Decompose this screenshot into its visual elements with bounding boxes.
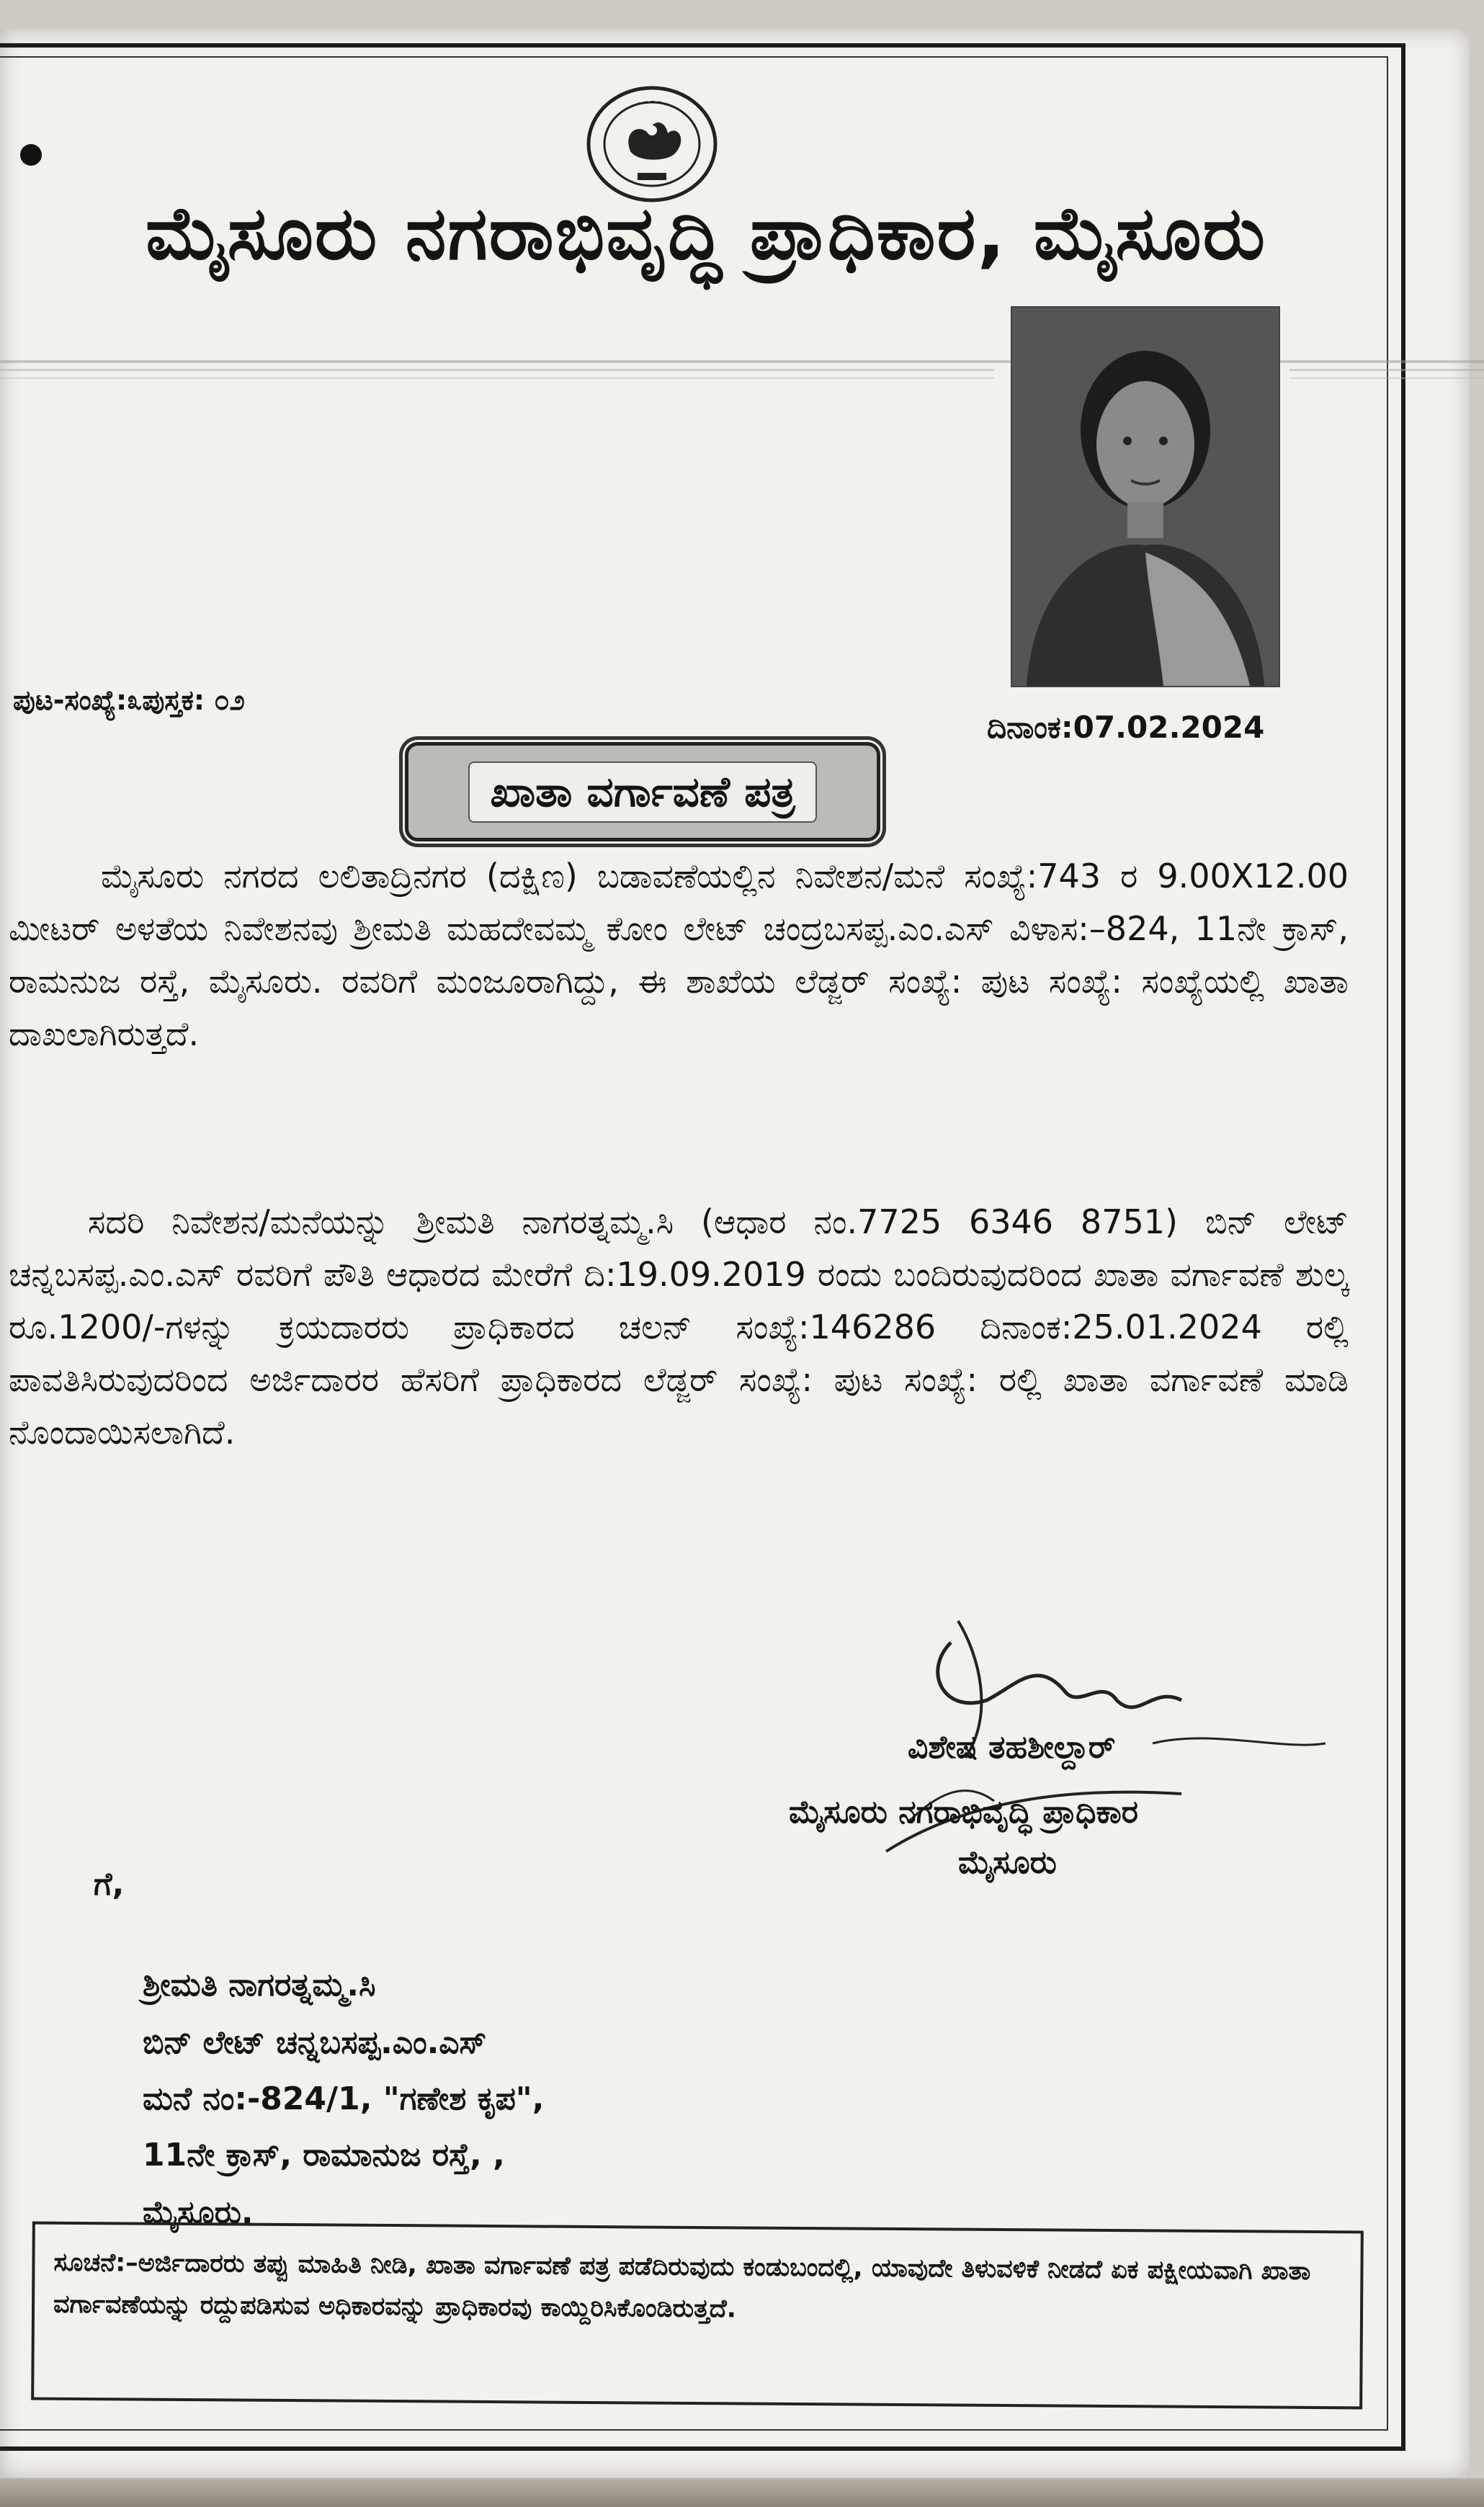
notice-text: ಸೂಚನೆ:–ಅರ್ಜಿದಾರರು ತಪ್ಪು ಮಾಹಿತಿ ನೀಡಿ, ಖಾತಾ ವರ್ಗಾವಣೆ ಪತ್ರ ಪಡೆದಿರುವುದು ಕಂಡುಬಂದಲ್ಲಿ, ಯಾವುದೇ ತಿಳುವಳಿಕೆ ನೀಡದೆ ಏಕ ಪಕ್ಷೀಯವಾಗಿ ಖಾತಾ ವರ್ಗಾವಣೆಯನ್ನು ರದ್ದುಪಡಿಸುವ ಅಧಿಕಾರವನ್ನು ಪ್ರಾಧಿಕಾರವು ಕಾಯ್ದಿರಿಸಿಕೊಂಡಿರುತ್ತದೆ.	[53, 2248, 1311, 2324]
authority-title: ಮೈಸೂರು ನಗರಾಭಿವೃದ್ಧಿ ಪ್ರಾಧಿಕಾರ, ಮೈಸೂರು	[145, 191, 1267, 277]
recipient-street: 11ನೇ ಕ್ರಾಸ್, ರಾಮಾನುಜ ರಸ್ತೆ, ,	[143, 2137, 505, 2173]
document-title-box	[405, 742, 880, 841]
scan-bottom-edge	[0, 2478, 1484, 2507]
recipient-house-no: ಮನೆ ನಂ:-824/1, "ಗಣೇಶ ಕೃಪ",	[143, 2081, 545, 2117]
signatory-city: ಮೈಸೂರು	[958, 1844, 1057, 1881]
punch-hole	[20, 144, 42, 166]
recipient-salutation: ಗೆ,	[94, 1866, 125, 1903]
applicant-photo	[1011, 306, 1280, 687]
signatory-office: ಮೈಸೂರು ನಗರಾಭಿವೃದ್ಧಿ ಪ್ರಾಧಿಕಾರ	[789, 1794, 1139, 1831]
authority-seal-emblem	[580, 83, 724, 205]
recipient-name: ಶ್ರೀಮತಿ ನಾಗರತ್ನಮ್ಮ.ಸಿ	[143, 1967, 376, 2003]
notice-box	[31, 2222, 1364, 2410]
body-paragraph-2: ಸದರಿ ನಿವೇಶನ/ಮನೆಯನ್ನು ಶ್ರೀಮತಿ ನಾಗರತ್ನಮ್ಮ.ಸಿ (ಆಧಾರ ನಂ.7725 6346 8751) ಬಿನ್ ಲೇಟ್ ಚನ್ನಬಸಪ್ಪ.ಎಂ.ಎಸ್ ರವರಿಗೆ ಪೌತಿ ಆಧಾರದ ಮೇರೆಗೆ ದಿ:19.09.2019 ರಂದು ಬಂದಿರುವುದರಿಂದ ಖಾತಾ ವರ್ಗಾವಣೆ ಶುಲ್ಕ ರೂ.1200/-ಗಳನ್ನು ಕ್ರಯದಾರರು ಪ್ರಾಧಿಕಾರದ ಚಲನ್ ಸಂಖ್ಯೆ:146286 ದಿನಾಂಕ:25.01.2024 ರಲ್ಲಿ ಪಾವತಿಸಿರುವುದರಿಂದ ಅರ್ಜಿದಾರರ ಹೆಸರಿಗೆ ಪ್ರಾಧಿಕಾರದ ಲೆಡ್ಜರ್ ಸಂಖ್ಯೆ: ಪುಟ ಸಂಖ್ಯೆ: ರಲ್ಲಿ ಖಾತಾ ವರ್ಗಾವಣೆ ಮಾಡಿ ನೊಂದಾಯಿಸಲಾಗಿದೆ.	[9, 1202, 1349, 1452]
document-title: ಖಾತಾ ವರ್ಗಾವಣೆ ಪತ್ರ	[468, 761, 816, 823]
page-book-reference: ಪುಟ-ಸಂಖ್ಯೆ:೩ಪುಸ್ತಕ: ೦೨	[13, 684, 245, 716]
issue-date: ದಿನಾಂಕ:07.02.2024	[987, 710, 1265, 745]
recipient-city: ಮೈಸೂರು.	[143, 2194, 254, 2231]
recipient-parent: ಬಿನ್ ಲೇಟ್ ಚನ್ನಬಸಪ್ಪ.ಎಂ.ಎಸ್	[143, 2024, 487, 2061]
body-paragraph-1: ಮೈಸೂರು ನಗರದ ಲಲಿತಾದ್ರಿನಗರ (ದಕ್ಷಿಣ) ಬಡಾವಣೆಯಲ್ಲಿನ ನಿವೇಶನ/ಮನೆ ಸಂಖ್ಯೆ:743 ರ 9.00X12.00 ಮೀಟರ್ ಅಳತೆಯ ನಿವೇಶನವು ಶ್ರೀಮತಿ ಮಹದೇವಮ್ಮ ಕೋಂ ಲೇಟ್ ಚಂದ್ರಬಸಪ್ಪ.ಎಂ.ಎಸ್ ವಿಳಾಸ:–824, 11ನೇ ಕ್ರಾಸ್, ರಾಮನುಜ ರಸ್ತೆ, ಮೈಸೂರು. ರವರಿಗೆ ಮಂಜೂರಾಗಿದ್ದು, ಈ ಶಾಖೆಯ ಲೆಡ್ಜರ್ ಸಂಖ್ಯೆ: ಪುಟ ಸಂಖ್ಯೆ: ಸಂಖ್ಯೆಯಲ್ಲಿ ಖಾತಾ ದಾಖಲಾಗಿರುತ್ತದೆ.	[9, 857, 1349, 1053]
signatory-designation: ವಿಶೇಷ ತಹಶೀಲ್ದಾರ್	[908, 1729, 1116, 1766]
